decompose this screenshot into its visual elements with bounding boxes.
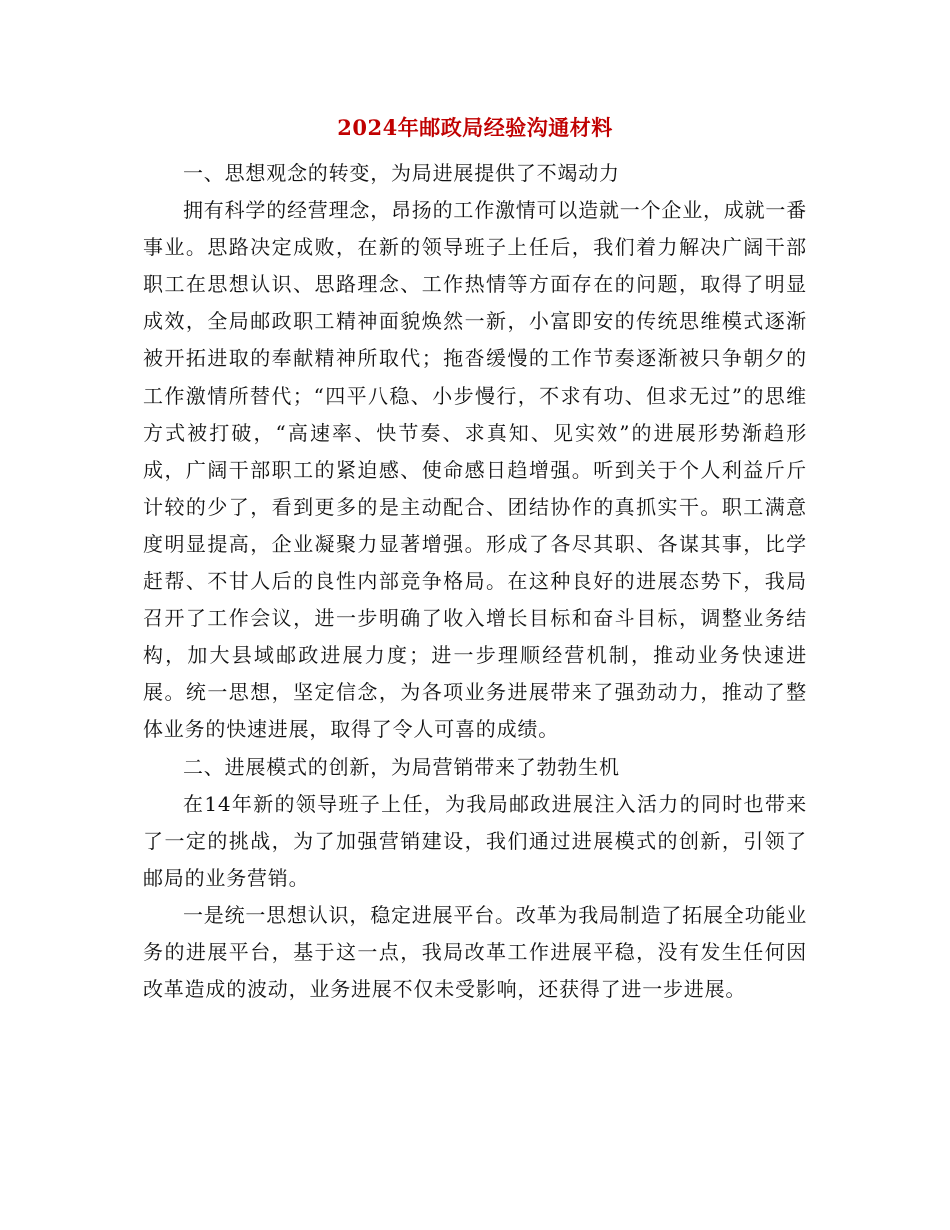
- paragraph-2: 在14年新的领导班子上任，为我局邮政进展注入活力的同时也带来了一定的挑战，为了加强营销建设，我们通过进展模式的创新，引领了邮局的业务营销。: [143, 791, 807, 890]
- document-body: [143, 155, 807, 1008]
- section-heading-2: 二、进展模式的创新，为局营销带来了勃勃生机: [183, 754, 620, 779]
- paragraph-1: 拥有科学的经营理念，昂扬的工作激情可以造就一个企业，成就一番事业。思路决定成败，在新的领导班子上任后，我们着力解决广阔干部职工在思想认识、思路理念、工作热情等方面存在的问题，取得了明显成效，全局邮政职工精神面貌焕然一新，小富即安的传统思维模式逐渐被开拓进取的奉献精神所取代；拖沓缓慢的工作节奏逐渐被只争朝夕的工作激情所替代；“四平八稳、小步慢行，不求有功、但求无过”的思维方式被打破，“高速率、快节奏、求真知、见实效”的进展形势渐趋形成，广阔干部职工的紧迫感、使命感日趋增强。听到关于个人利益斤斤计较的少了，看到更多的是主动配合、团结协作的真抓实干。职工满意度明显提高，企业凝聚力显著增强。形成了各尽其职、各谋其事，比学赶帮、不甘人后的良性内部竞争格局。在这种良好的进展态势下，我局召开了工作会议，进一步明确了收入增长目标和奋斗目标，调整业务结构，加大县域邮政进展力度；进一步理顺经营机制，推动业务快速进展。统一思想，坚定信念，为各项业务进展带来了强劲动力，推动了整体业务的快速进展，取得了令人可喜的成绩。: [143, 198, 807, 742]
- section-heading-1: 一、思想观念的转变，为局进展提供了不竭动力: [183, 161, 620, 185]
- paragraph-3: 一是统一思想认识，稳定进展平台。改革为我局制造了拓展全功能业务的进展平台，基于这一点，我局改革工作进展平稳，没有发生任何因改革造成的波动，业务进展不仅未受影响，还获得了进一步进展。: [143, 902, 807, 1002]
- document-title: 2024年邮政局经验沟通材料: [337, 115, 613, 140]
